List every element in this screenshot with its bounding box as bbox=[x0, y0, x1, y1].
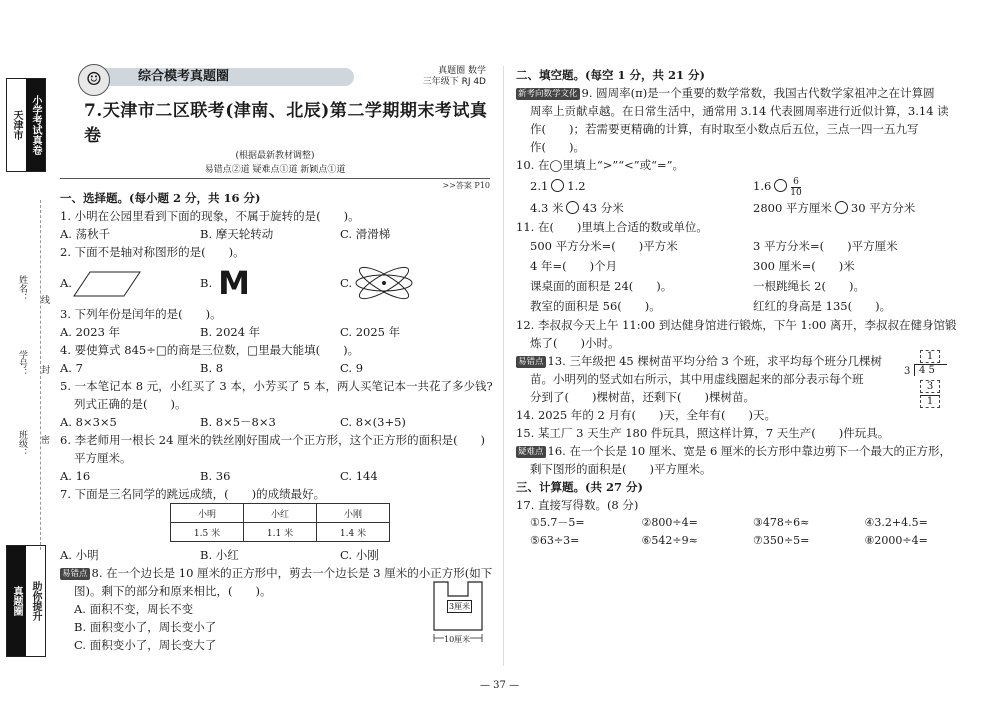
q8-option-a[interactable]: A. 面积不变，周长不变 bbox=[74, 602, 194, 616]
q13-tag: 易错点 bbox=[518, 357, 544, 367]
sidebar-col-2: 小学考试真卷 bbox=[26, 79, 45, 171]
q5-option-a[interactable]: A. 8×3×5 bbox=[60, 415, 117, 429]
compare-circle-icon[interactable] bbox=[835, 201, 848, 214]
q4-option-a[interactable]: A. 7 bbox=[60, 361, 83, 375]
q6-option-a[interactable]: A. 16 bbox=[60, 469, 91, 483]
table-header-xiaoming: 小明 bbox=[171, 504, 244, 523]
sidebar-bottom-col-2: 助你提升 bbox=[30, 581, 41, 621]
page-title: 7.天津市二区联考(津南、北辰)第二学期期末考试真卷 bbox=[84, 101, 488, 146]
sidebar-brand-box bbox=[6, 78, 46, 172]
letter-m-icon: M bbox=[218, 264, 250, 302]
sidebar bbox=[0, 0, 52, 706]
title-note: (根据最新教材调整) bbox=[235, 151, 315, 161]
q16-tag: 疑难点 bbox=[518, 447, 544, 457]
right-column bbox=[516, 66, 976, 550]
seal-mark-line: 线 bbox=[39, 295, 49, 304]
q10-compare-3[interactable] bbox=[530, 198, 753, 218]
calc-item-7[interactable]: ⑦350÷5= bbox=[753, 534, 810, 547]
fraction-numerator: 6 bbox=[793, 176, 799, 187]
q5-options bbox=[60, 413, 490, 431]
section-calc: 三、计算题。(共 27 分) bbox=[516, 480, 643, 494]
q8-tag: 易错点 bbox=[62, 569, 88, 579]
q6-options bbox=[60, 467, 490, 485]
q11-item-7[interactable]: 教室的面积是 56( )。 bbox=[530, 299, 661, 313]
q4-option-b[interactable]: B. 8 bbox=[200, 361, 224, 375]
header-rule bbox=[60, 178, 490, 189]
q11-item-3[interactable]: 4 年=( )个月 bbox=[530, 259, 618, 273]
question-9-cont-2: 作( )；若需要更精确的计算，有时取至小数点后五位，三点一四一五九写 bbox=[530, 122, 919, 136]
big-square-label: 10厘米 bbox=[444, 635, 471, 644]
q17-row-2 bbox=[516, 532, 976, 550]
q8-option-b[interactable]: B. 面积变小了，周长变小了 bbox=[74, 620, 217, 634]
jump-score-table bbox=[170, 503, 390, 542]
table-cell-xiaohong: 1.1 米 bbox=[244, 523, 317, 542]
q11-item-8[interactable]: 红红的身高是 135( )。 bbox=[753, 299, 892, 313]
q4-option-c[interactable]: C. 9 bbox=[340, 361, 364, 375]
q10-row-2 bbox=[516, 198, 976, 218]
q13-text: 13. 三年级把 45 棵树苗平均分给 3 个班，求平均每个班分几棵树 bbox=[547, 354, 883, 368]
page-number: — 37 — bbox=[480, 680, 520, 691]
q1-option-c[interactable]: C. 滑滑梯 bbox=[340, 227, 391, 241]
q5-option-c[interactable]: C. 8×(3+5) bbox=[340, 415, 406, 429]
fraction bbox=[790, 177, 801, 198]
question-9-cont-3: 作( )。 bbox=[530, 140, 585, 154]
q11-item-5[interactable]: 课桌面的面积是 24( )。 bbox=[530, 279, 673, 293]
question-2: 2. 下面不是轴对称图形的是( )。 bbox=[60, 245, 245, 259]
q1-option-a[interactable]: A. 荡秋千 bbox=[60, 227, 111, 241]
q11-item-6[interactable]: 一根跳绳长 2( )。 bbox=[753, 279, 865, 293]
q11-row-4 bbox=[516, 296, 976, 316]
q10-1-left: 2.1 bbox=[530, 179, 549, 193]
q7-option-c[interactable]: C. 小刚 bbox=[340, 548, 379, 562]
q10-2-left: 1.6 bbox=[753, 179, 772, 193]
q4-options bbox=[60, 359, 490, 377]
division-divisor: 3 bbox=[904, 366, 911, 377]
q10-compare-1[interactable] bbox=[530, 174, 753, 198]
q10-4-left: 2800 平方厘米 bbox=[753, 201, 832, 215]
q1-option-b[interactable]: B. 摩天轮转动 bbox=[200, 227, 274, 241]
q7-options bbox=[60, 546, 490, 564]
question-12: 12. 李叔叔今天上午 11:00 到达健身馆进行锻炼，下午 1:00 离开，李叔叔在健身馆锻 bbox=[516, 318, 957, 332]
question-6-cont: 平方厘米。 bbox=[74, 451, 132, 465]
q10-1-right: 1.2 bbox=[567, 179, 586, 193]
id-field[interactable]: 学号： bbox=[17, 350, 27, 377]
q7-option-a[interactable]: A. 小明 bbox=[60, 548, 99, 562]
seal-mark-seal: 封 bbox=[39, 365, 49, 374]
q10-row-1 bbox=[516, 174, 976, 198]
compare-circle-icon[interactable] bbox=[774, 179, 787, 192]
left-column bbox=[60, 66, 493, 654]
q2-option-c-label: C. bbox=[340, 276, 353, 290]
question-9 bbox=[516, 84, 976, 102]
parallelogram-icon bbox=[72, 268, 142, 298]
question-5: 5. 一本笔记本 8 元，小红买了 3 本，小芳买了 5 本，两人买笔记本一共花了多少钱? bbox=[60, 379, 493, 393]
q11-item-4[interactable]: 300 厘米=( )米 bbox=[753, 259, 855, 273]
calc-item-2[interactable]: ②800÷4= bbox=[641, 516, 698, 529]
question-8-cont: 图)。剩下的部分和原来相比，( )。 bbox=[74, 584, 272, 598]
class-field[interactable]: 班级： bbox=[17, 430, 27, 457]
fraction-denominator: 10 bbox=[790, 187, 802, 198]
small-square-label: 3厘米 bbox=[449, 602, 471, 611]
question-13-cont-2: 分到了( )棵树苗，还剩下( )棵树苗。 bbox=[530, 390, 755, 404]
question-13-block bbox=[516, 352, 976, 406]
table-cell-xiaoming: 1.5 米 bbox=[171, 523, 244, 542]
difficulty-summary: 易错点②道 疑难点①道 新颖点①道 bbox=[204, 165, 346, 175]
q11-item-2[interactable]: 3 平方分米=( )平方厘米 bbox=[753, 239, 898, 253]
section-fill: 二、填空题。(每空 1 分，共 21 分) bbox=[516, 68, 705, 82]
division-dividend: 4 5 bbox=[914, 364, 947, 376]
question-8 bbox=[60, 564, 493, 582]
q1-options bbox=[60, 225, 490, 243]
q2-options bbox=[60, 261, 490, 305]
q11-row-2 bbox=[516, 256, 976, 276]
question-14: 14. 2025 年的 2 月有( )天，全年有( )天。 bbox=[516, 408, 776, 422]
name-field[interactable]: 姓名： bbox=[17, 275, 27, 302]
page-divider bbox=[503, 66, 504, 666]
answer-reference: >>答案 P10 bbox=[442, 181, 490, 190]
student-fields bbox=[2, 255, 49, 465]
banner-title: 综合模考真题圈 bbox=[104, 68, 354, 86]
table-header-xiaogang: 小刚 bbox=[317, 504, 390, 523]
mascot-icon: ☺ bbox=[78, 64, 110, 96]
sidebar-col-1: 天津市 bbox=[11, 110, 22, 140]
q11-row-1 bbox=[516, 236, 976, 256]
question-9-cont-1: 周率上贡献卓越。在日常生活中，通常用 3.14 代表圆周率进行近似计算，3.14 读 bbox=[530, 104, 949, 118]
q7-option-b[interactable]: B. 小红 bbox=[200, 548, 239, 562]
q10-compare-4[interactable] bbox=[753, 198, 976, 218]
q2-option-c[interactable] bbox=[340, 263, 480, 303]
series-info bbox=[423, 66, 486, 88]
question-11: 11. 在( )里填上合适的数或单位。 bbox=[516, 220, 708, 234]
division-remainder: 1 bbox=[920, 395, 940, 408]
q2-option-a[interactable] bbox=[60, 268, 200, 298]
seal-mark-secret: 密 bbox=[39, 435, 49, 444]
q5-option-b[interactable]: B. 8×5－8×3 bbox=[200, 415, 276, 429]
question-6: 6. 李老师用一根长 24 厘米的铁丝刚好围成一个正方形，这个正方形的面积是( ) bbox=[60, 433, 486, 447]
q8-option-c[interactable]: C. 面积变小了，周长变大了 bbox=[74, 638, 217, 652]
q9-text: 9. 圆周率(π)是一个重要的数学常数，我国古代数学家祖冲之在计算圆 bbox=[581, 86, 935, 100]
q6-option-c[interactable]: C. 144 bbox=[340, 469, 378, 483]
q8-text: 8. 在一个边长是 10 厘米的正方形中，剪去一个边长是 3 厘米的小正方形(如下 bbox=[91, 566, 493, 580]
question-17: 17. 直接写得数。(8 分) bbox=[516, 498, 639, 512]
q11-item-1[interactable]: 500 平方分米=( )平方米 bbox=[530, 239, 678, 253]
header-banner bbox=[60, 66, 490, 88]
question-4: 4. 要使算式 845÷□的商是三位数，□里最大能填( )。 bbox=[60, 343, 360, 357]
table-header-xiaohong: 小红 bbox=[244, 504, 317, 523]
question-16 bbox=[516, 442, 976, 460]
series-line-1: 真题圈 数学 bbox=[438, 66, 486, 76]
q10-4-right: 30 平方分米 bbox=[850, 201, 916, 215]
section-choice: 一、选择题。(每小题 2 分，共 16 分) bbox=[60, 191, 261, 205]
q3-option-a[interactable]: A. 2023 年 bbox=[60, 325, 121, 339]
calc-item-6[interactable]: ⑥542÷9≈ bbox=[641, 534, 698, 547]
q2-option-b-label: B. bbox=[200, 276, 213, 290]
q9-tag: 新考向数学文化 bbox=[518, 89, 578, 99]
q10-3-left: 4.3 米 bbox=[530, 201, 564, 215]
atom-icon bbox=[352, 263, 416, 303]
question-3: 3. 下列年份是闰年的是( )。 bbox=[60, 307, 222, 321]
q3-option-b[interactable]: B. 2024 年 bbox=[200, 325, 261, 339]
sidebar-bottom-col-1: 真题圈 bbox=[7, 546, 26, 656]
calc-item-5[interactable]: ⑤63÷3= bbox=[530, 534, 580, 547]
division-quotient: 1 bbox=[920, 350, 940, 363]
q10-3-right: 43 分米 bbox=[582, 201, 624, 215]
calc-item-8[interactable]: ⑧2000÷4= bbox=[864, 534, 928, 547]
q2-option-a-label: A. bbox=[60, 276, 72, 290]
question-10: 10. 在◯里填上“>”“<”或“=”。 bbox=[516, 158, 684, 172]
question-13-cont-1: 苗。小明列的竖式如右所示，其中用虚线圈起来的部分表示每个班 bbox=[530, 372, 864, 386]
calc-item-3[interactable]: ③478÷6≈ bbox=[753, 516, 810, 529]
calc-item-4[interactable]: ④3.2+4.5= bbox=[864, 516, 928, 529]
question-12-cont: 炼了( )小时。 bbox=[530, 336, 620, 350]
q17-row-1 bbox=[516, 514, 976, 532]
question-7: 7. 下面是三名同学的跳远成绩，( )的成绩最好。 bbox=[60, 487, 326, 501]
long-division-figure bbox=[900, 350, 944, 410]
series-line-2: 三年级下 RJ 4D bbox=[422, 77, 486, 87]
question-5-cont: 列式正确的是( )。 bbox=[74, 397, 187, 411]
calc-item-1[interactable]: ①5.7－5= bbox=[530, 516, 585, 529]
division-subtract: 3 bbox=[920, 380, 940, 393]
question-15: 15. 某工厂 3 天生产 180 件玩具，照这样计算，7 天生产( )件玩具。 bbox=[516, 426, 890, 440]
question-1: 1. 小明在公园里看到下面的现象，不属于旋转的是( )。 bbox=[60, 209, 360, 223]
compare-circle-icon[interactable] bbox=[551, 179, 564, 192]
q11-row-3 bbox=[516, 276, 976, 296]
compare-circle-icon[interactable] bbox=[566, 201, 579, 214]
question-16-cont: 剩下图形的面积是( )平方厘米。 bbox=[530, 462, 712, 476]
q16-text: 16. 在一个长是 10 厘米、宽是 6 厘米的长方形中靠边剪下一个最大的正方形， bbox=[547, 444, 952, 458]
q10-compare-2[interactable] bbox=[753, 174, 976, 198]
q6-option-b[interactable]: B. 36 bbox=[200, 469, 231, 483]
table-cell-xiaogang: 1.4 米 bbox=[317, 523, 390, 542]
question-8-block bbox=[60, 564, 493, 654]
q3-options bbox=[60, 323, 490, 341]
q2-option-b[interactable] bbox=[200, 264, 340, 302]
sidebar-bottom-box bbox=[6, 545, 46, 657]
q3-option-c[interactable]: C. 2025 年 bbox=[340, 325, 401, 339]
